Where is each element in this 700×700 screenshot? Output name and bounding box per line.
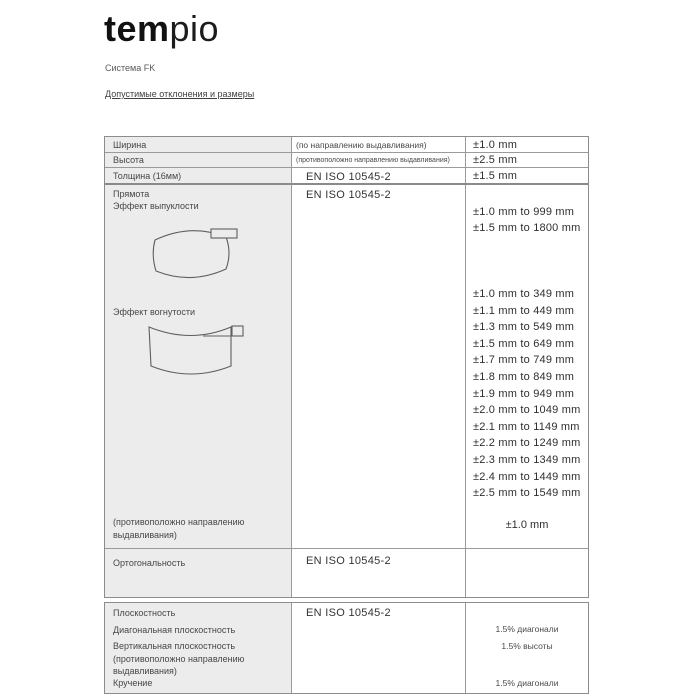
flatness-label: Плоскостность: [113, 608, 176, 618]
width-label: Ширина: [113, 139, 147, 150]
row-height: [105, 153, 588, 168]
height-note: (противоположно направлению выдавливания): [296, 156, 450, 164]
thickness-value: ±1.5 mm: [473, 169, 518, 182]
tempio-logo: [104, 8, 219, 50]
logo-bold-part: tem: [104, 8, 170, 49]
height-value: ±2.5 mm: [473, 154, 518, 166]
tolerances-link[interactable]: Допустимые отклонения и размеры: [105, 89, 255, 99]
orthogonality-standard: EN ISO 10545-2: [306, 555, 391, 567]
tolerances-table: [104, 136, 589, 598]
row-width: [105, 137, 588, 153]
straightness-opposite-note: (противоположно направлению выдавливания): [113, 517, 245, 540]
diagonal-flatness-value: 1.5% диагонали: [495, 624, 559, 634]
convex-tile-sketch: [153, 226, 239, 282]
flatness-table: [104, 602, 589, 694]
width-value: ±1.0 mm: [473, 138, 518, 151]
concave-effect-label: Эффект вогнутости: [113, 307, 196, 317]
thickness-standard: EN ISO 10545-2: [306, 171, 391, 183]
concave-tile-sketch: [147, 325, 245, 379]
width-note: (по направлению выдавливания): [296, 139, 427, 150]
height-label: Высота: [113, 155, 144, 165]
convex-effect-label: Эффект выпуклости: [113, 201, 199, 211]
diagonal-flatness-label: Диагональная плоскостность: [113, 625, 236, 635]
straightness-label: Прямота: [113, 189, 150, 199]
torsion-value: 1.5% диагонали: [495, 678, 559, 688]
system-label: Система FK: [105, 63, 156, 73]
row-orthogonality: [105, 549, 588, 597]
row-straightness: [105, 185, 588, 549]
flatness-standard: EN ISO 10545-2: [306, 607, 391, 619]
row-thickness: [105, 168, 588, 185]
torsion-label: Кручение: [113, 678, 153, 688]
logo-light-part: pio: [169, 8, 220, 49]
thickness-label: Толщина (16мм): [113, 170, 182, 181]
vertical-flatness-value: 1.5% высоты: [501, 641, 553, 651]
vertical-flatness-label: Вертикальная плоскостность (противоположно направлению выдавливания): [113, 641, 245, 676]
row-flatness: [105, 603, 588, 693]
straightness-standard: EN ISO 10545-2: [306, 189, 391, 201]
convex-tolerance-list: ±1.0 mm to 999 mm ±1.5 mm to 1800 mm: [473, 206, 581, 234]
concave-tolerance-list: ±1.0 mm to 349 mm ±1.1 mm to 449 mm ±1.3 mm to 549 mm ±1.5 mm to 649 mm ±1.7 mm to 749 mm ±1.8 mm to 849 mm ±1.9 mm to 949 mm ±2.0 mm to 1049 mm ±2.1 mm to 1149 mm ±2.2 mm to 1249 mm ±2.3 mm to 1349 mm ±2.4 mm to 1449 mm ±2.5 mm to 1549 mm: [473, 288, 581, 500]
straightness-opposite-value: ±1.0 mm: [505, 519, 549, 531]
orthogonality-label: Ортогональность: [113, 558, 186, 568]
